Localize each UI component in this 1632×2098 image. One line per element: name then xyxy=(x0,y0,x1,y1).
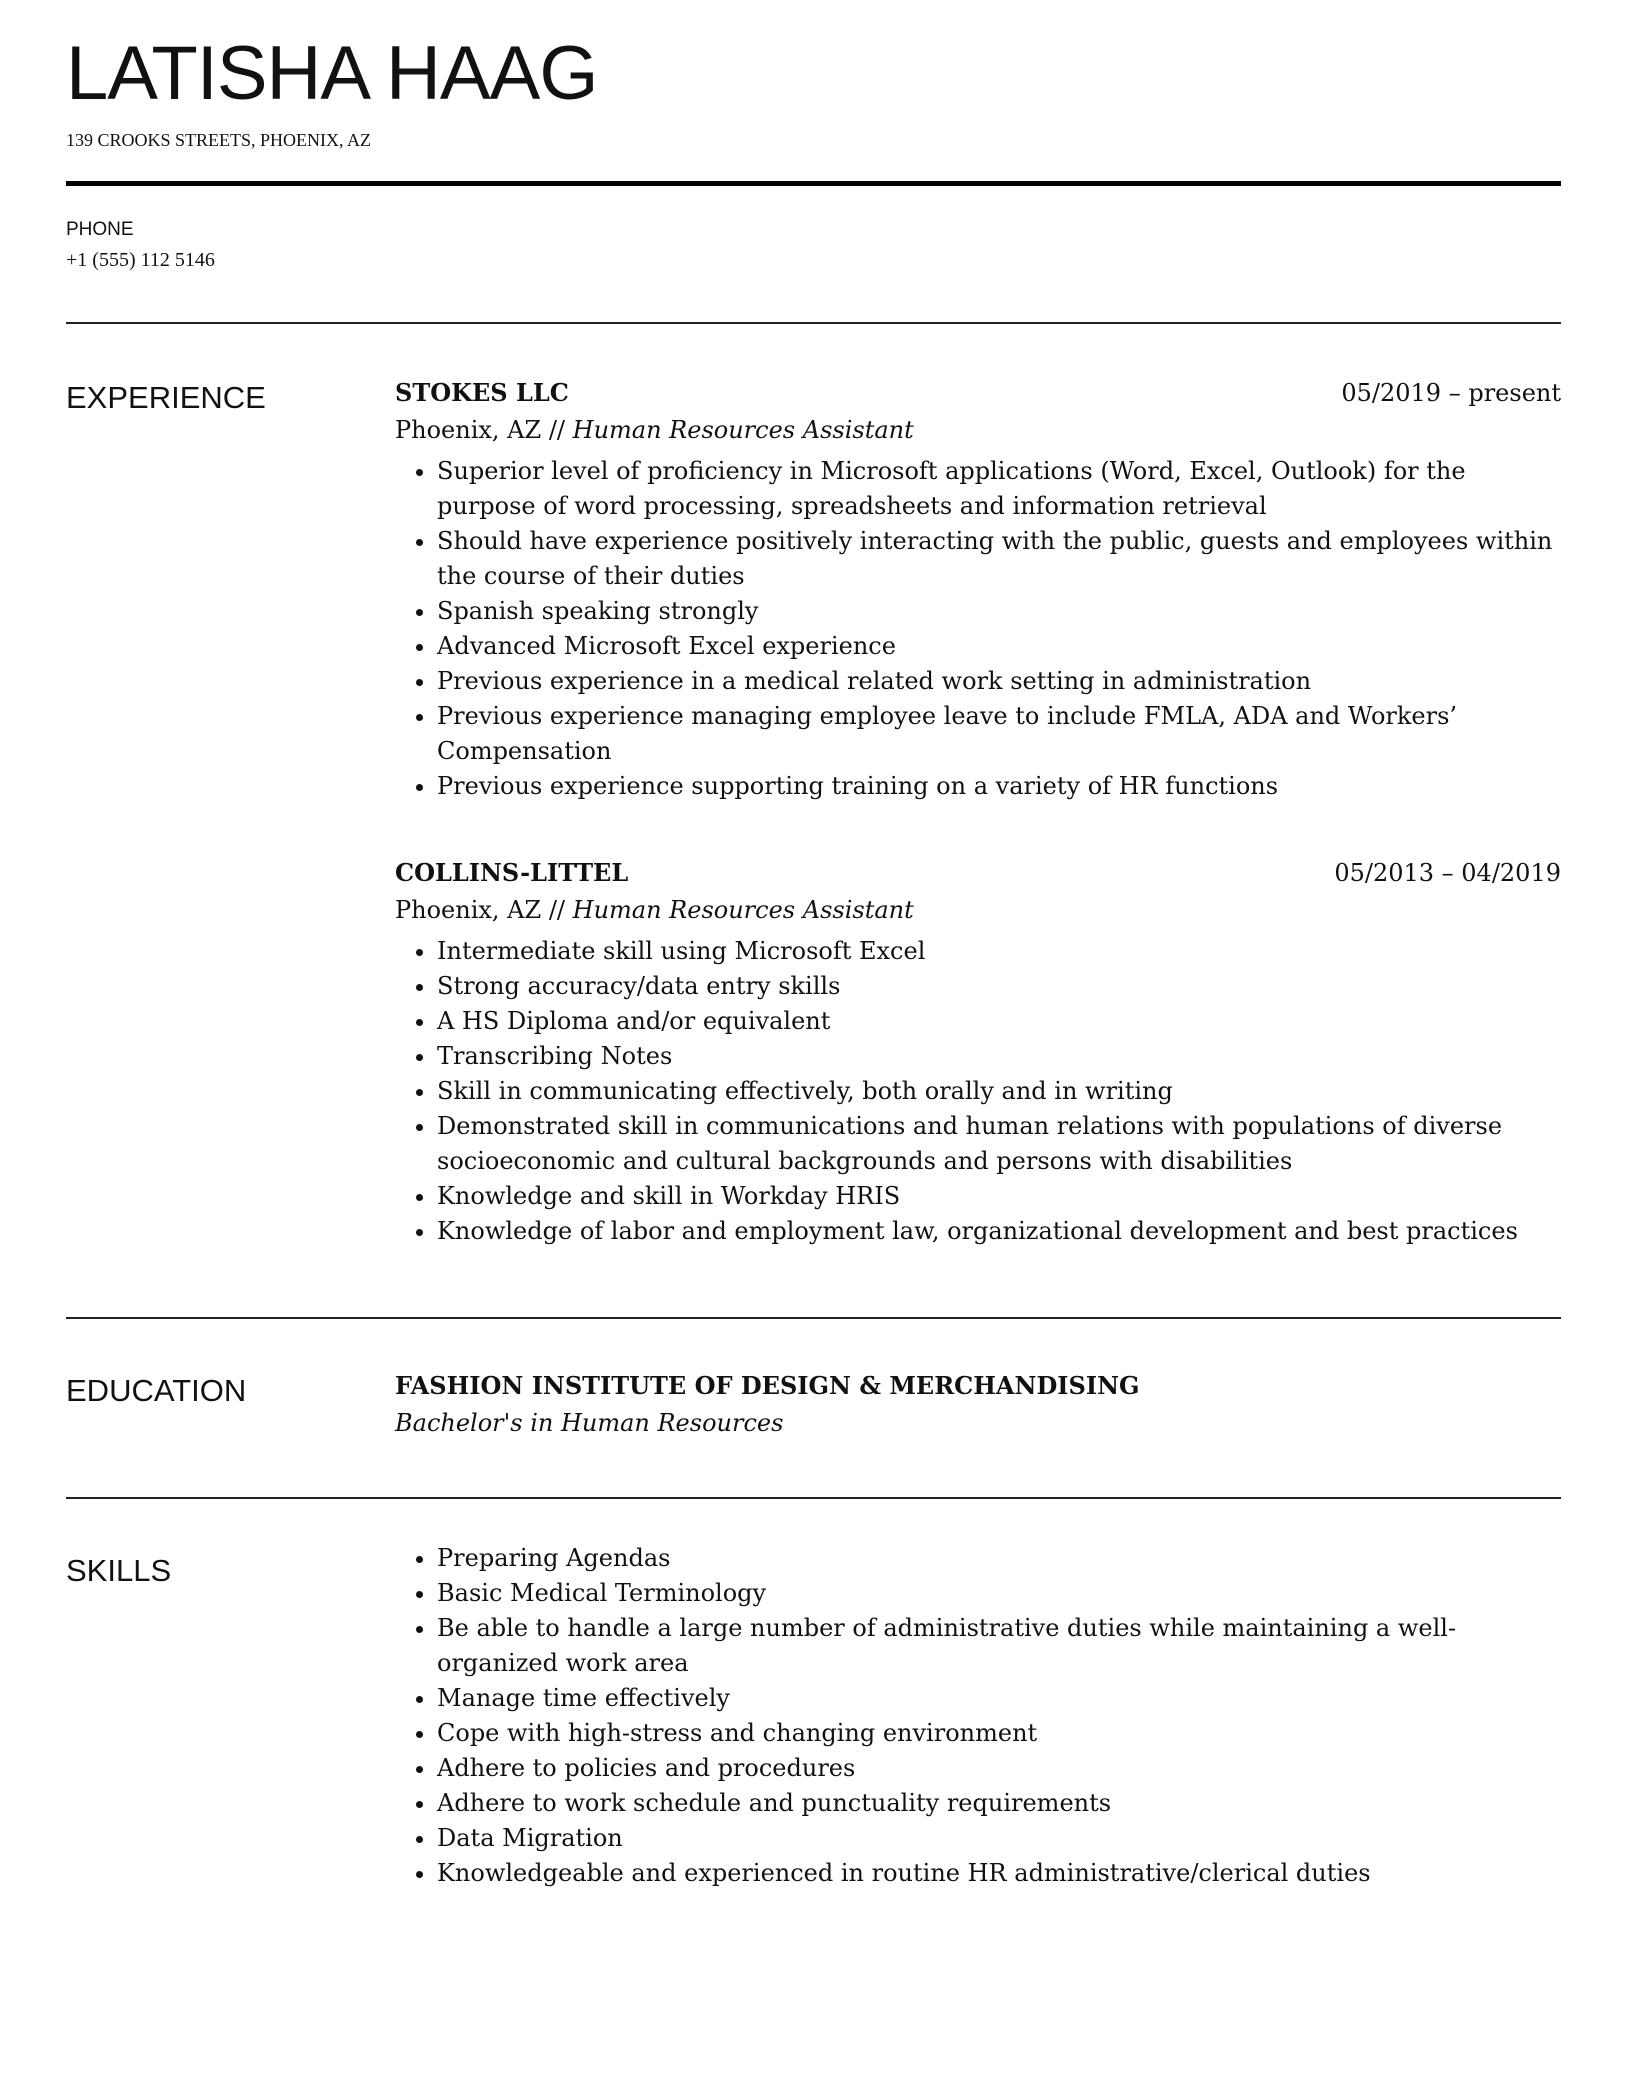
bullet-item: • Advanced Microsoft Excel experience xyxy=(437,629,1561,664)
education-section xyxy=(66,1369,1561,1443)
job-bullets xyxy=(395,934,1561,1249)
job-role: Human Resources Assistant xyxy=(572,896,914,924)
skills-list xyxy=(395,1541,1561,1891)
bullet-item: • Should have experience positively interacting with the public, guests and employees within the course of their duties xyxy=(437,524,1561,594)
section-divider xyxy=(66,322,1561,324)
section-title: SKILLS xyxy=(66,1553,172,1588)
bullet-item: • Knowledge and skill in Workday HRIS xyxy=(437,1179,1561,1214)
skill-item: • Be able to handle a large number of administrative duties while maintaining a well-organized work area xyxy=(437,1611,1561,1681)
section-title: EXPERIENCE xyxy=(66,380,266,415)
phone-number: +1 (555) 112 5146 xyxy=(66,249,215,271)
bullet-item: • Intermediate skill using Microsoft Excel xyxy=(437,934,1561,969)
degree: Bachelor's in Human Resources xyxy=(395,1409,784,1437)
job-location: Phoenix, AZ xyxy=(395,416,542,444)
separator: // xyxy=(541,416,573,444)
bullet-item: • Knowledge of labor and employment law, organizational development and best practices xyxy=(437,1214,1561,1249)
job-role: Human Resources Assistant xyxy=(572,416,914,444)
job-location: Phoenix, AZ xyxy=(395,896,542,924)
job-subtitle xyxy=(395,890,1561,930)
section-divider xyxy=(66,1317,1561,1319)
job-entry xyxy=(395,376,1561,804)
bullet-item: • A HS Diploma and/or equivalent xyxy=(437,1004,1561,1039)
header-divider xyxy=(66,181,1561,186)
skill-item: • Data Migration xyxy=(437,1821,1561,1856)
skill-item: • Preparing Agendas xyxy=(437,1541,1561,1576)
section-title: EDUCATION xyxy=(66,1373,247,1408)
bullet-item: • Spanish speaking strongly xyxy=(437,594,1561,629)
job-header xyxy=(395,856,1561,890)
job-bullets xyxy=(395,454,1561,804)
job-subtitle xyxy=(395,410,1561,450)
section-divider xyxy=(66,1497,1561,1499)
resume xyxy=(66,0,1561,1891)
company-name: STOKES LLC xyxy=(395,378,569,407)
skill-item: • Cope with high-stress and changing environment xyxy=(437,1716,1561,1751)
job-entry xyxy=(395,856,1561,1249)
skills-section xyxy=(66,1544,1561,1891)
job-header xyxy=(395,376,1561,410)
bullet-item: • Transcribing Notes xyxy=(437,1039,1561,1074)
bullet-item: • Strong accuracy/data entry skills xyxy=(437,969,1561,1004)
jobs-list xyxy=(395,376,1561,1301)
phone-label: PHONE xyxy=(66,219,134,240)
candidate-name: LATISHA HAAG xyxy=(66,31,598,116)
bullet-item: • Previous experience supporting training on a variety of HR functions xyxy=(437,769,1561,804)
bullet-item: • Skill in communicating effectively, both orally and in writing xyxy=(437,1074,1561,1109)
skill-item: • Adhere to policies and procedures xyxy=(437,1751,1561,1786)
school-name: FASHION INSTITUTE OF DESIGN & MERCHANDISING xyxy=(395,1371,1140,1400)
separator: // xyxy=(541,896,573,924)
job-dates: 05/2013 – 04/2019 xyxy=(1334,859,1561,887)
bullet-item: • Previous experience managing employee leave to include FMLA, ADA and Workers’ Compensation xyxy=(437,699,1561,769)
skill-item: • Knowledgeable and experienced in routine HR administrative/clerical duties xyxy=(437,1856,1561,1891)
company-name: COLLINS-LITTEL xyxy=(395,858,629,887)
bullet-item: • Superior level of proficiency in Microsoft applications (Word, Excel, Outlook) for the purpose of word processing, spreadsheets and information retrieval xyxy=(437,454,1561,524)
skill-item: • Manage time effectively xyxy=(437,1681,1561,1716)
bullet-item: • Demonstrated skill in communications and human relations with populations of diverse socioeconomic and cultural backgrounds and persons with disabilities xyxy=(437,1109,1561,1179)
address: 139 CROOKS STREETS, PHOENIX, AZ xyxy=(66,130,372,150)
job-dates: 05/2019 – present xyxy=(1341,379,1561,407)
experience-section xyxy=(66,376,1561,1301)
skill-item: • Basic Medical Terminology xyxy=(437,1576,1561,1611)
bullet-item: • Previous experience in a medical related work setting in administration xyxy=(437,664,1561,699)
skill-item: • Adhere to work schedule and punctuality requirements xyxy=(437,1786,1561,1821)
